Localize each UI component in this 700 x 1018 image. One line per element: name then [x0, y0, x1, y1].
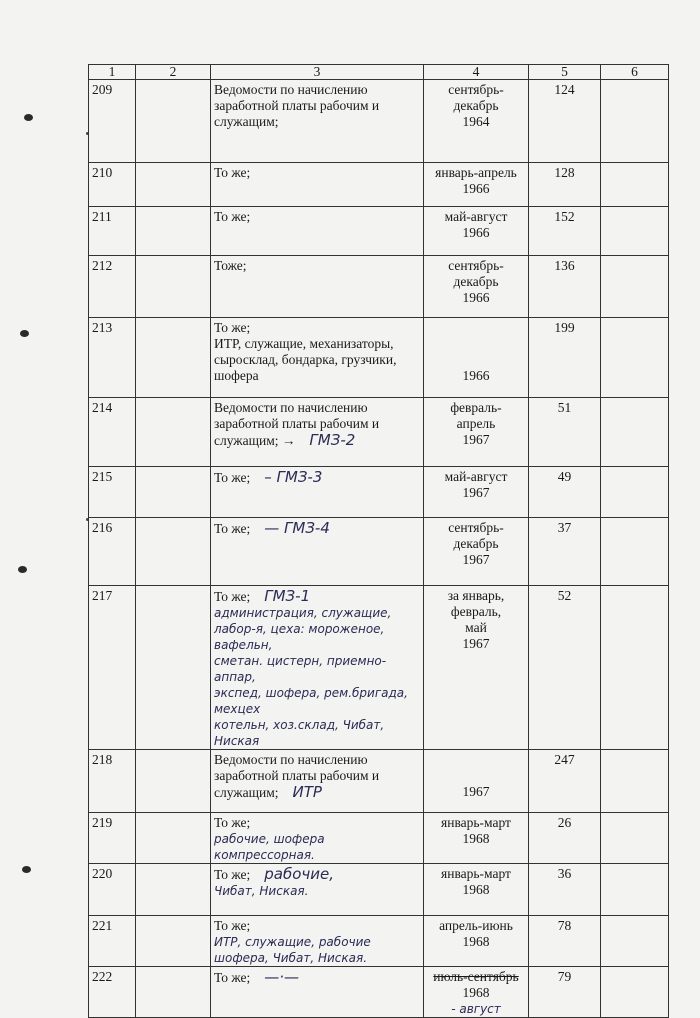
period-line: 1968: [462, 985, 490, 1000]
item-description: [211, 586, 424, 750]
period-line: 1967: [462, 485, 490, 500]
handwritten-note: — ГМЗ-4: [264, 519, 330, 537]
item-period: [424, 398, 529, 467]
handwritten-note: ГМЗ-1: [264, 587, 311, 605]
empty-cell: [136, 586, 211, 750]
empty-cell: [601, 398, 669, 467]
period-line: сентябрь-: [448, 258, 504, 273]
period-line: январь-март: [441, 815, 511, 830]
punch-hole-1: [24, 114, 33, 121]
description-line: шофера: [214, 368, 259, 383]
table-row: [89, 750, 669, 813]
item-period: [424, 864, 529, 916]
period-line: 1967: [462, 784, 490, 799]
description-line: сыросклад, бондарка, грузчики,: [214, 352, 397, 367]
empty-cell: [136, 318, 211, 398]
description-line: ИТР, служащие, механизаторы,: [214, 336, 394, 351]
sheet-count: 37: [529, 518, 601, 586]
item-description: [211, 80, 424, 163]
empty-cell: [136, 398, 211, 467]
period-line: февраль-: [450, 400, 502, 415]
handwritten-note: котельн, хоз.склад, Чибат, Ниская: [214, 718, 385, 748]
period-line: 1968: [462, 831, 490, 846]
description-line: То же;: [214, 815, 251, 830]
period-line: [427, 752, 525, 768]
column-number: 6: [601, 65, 669, 80]
sheet-count: 136: [529, 256, 601, 318]
archive-inventory-table: [88, 64, 669, 1018]
period-line: 1964: [462, 114, 490, 129]
item-period: [424, 163, 529, 207]
empty-cell: [136, 750, 211, 813]
empty-cell: [136, 864, 211, 916]
empty-cell: [601, 967, 669, 1018]
empty-cell: [601, 864, 669, 916]
column-number-row: [89, 65, 669, 80]
table-row: [89, 207, 669, 256]
handwritten-note: ГМЗ-2: [309, 431, 356, 449]
item-number: 218: [89, 750, 136, 813]
handwritten-note: рабочие, шофера: [214, 832, 325, 846]
empty-cell: [601, 750, 669, 813]
item-description: [211, 318, 424, 398]
handwritten-note: ИТР, служащие, рабочие: [214, 935, 371, 949]
handwritten-note: —·—: [264, 968, 300, 986]
item-description: [211, 256, 424, 318]
item-number: 217: [89, 586, 136, 750]
period-line: 1966: [462, 181, 490, 196]
handwritten-note: лабор-я, цеха: мороженое, вафельн,: [214, 622, 385, 652]
handwritten-note: шофера, Чибат, Ниская.: [214, 951, 368, 965]
empty-cell: [136, 256, 211, 318]
description-line: заработной платы рабочим и: [214, 98, 380, 113]
period-line: [427, 352, 525, 368]
empty-cell: [601, 467, 669, 518]
period-line: апрель: [456, 416, 496, 431]
table-row: [89, 967, 669, 1018]
empty-cell: [601, 586, 669, 750]
period-line: декабрь: [453, 274, 499, 289]
period-line: 1967: [462, 552, 490, 567]
sheet-count: 152: [529, 207, 601, 256]
sheet-count: 79: [529, 967, 601, 1018]
item-description: [211, 518, 424, 586]
period-line: январь-апрель: [435, 165, 517, 180]
handwritten-note: рабочие,: [264, 865, 334, 883]
handwritten-note: - август: [451, 1002, 501, 1016]
item-number: 219: [89, 813, 136, 864]
empty-cell: [601, 80, 669, 163]
description-line: То же;: [214, 165, 251, 180]
empty-cell: [136, 813, 211, 864]
column-number: 4: [424, 65, 529, 80]
description-line: То же; – ГМЗ-3: [214, 468, 323, 486]
period-line: январь-март: [441, 866, 511, 881]
handwritten-note: Чибат, Ниская.: [214, 884, 309, 898]
item-number: 221: [89, 916, 136, 967]
empty-cell: [601, 518, 669, 586]
item-number: 222: [89, 967, 136, 1018]
table-row: [89, 398, 669, 467]
sheet-count: 36: [529, 864, 601, 916]
period-line: май-август: [444, 469, 508, 484]
empty-cell: [136, 518, 211, 586]
item-period: [424, 813, 529, 864]
table-row: [89, 813, 669, 864]
description-line: служащим;: [214, 114, 279, 129]
empty-cell: [601, 256, 669, 318]
table-row: [89, 864, 669, 916]
period-line: [427, 768, 525, 784]
item-number: 210: [89, 163, 136, 207]
handwritten-note: ИТР: [292, 783, 322, 801]
item-description: [211, 967, 424, 1018]
table-row: [89, 916, 669, 967]
empty-cell: [136, 967, 211, 1018]
item-period: [424, 750, 529, 813]
description-line: То же;: [214, 918, 251, 933]
empty-cell: [136, 80, 211, 163]
period-line: 1968: [462, 934, 490, 949]
sheet-count: 49: [529, 467, 601, 518]
item-period: [424, 916, 529, 967]
item-number: 209: [89, 80, 136, 163]
period-line: [427, 336, 525, 352]
handwritten-note: администрация, служащие,: [214, 606, 392, 620]
description-line: служащим; ИТР: [214, 783, 322, 801]
item-number: 220: [89, 864, 136, 916]
table-row: [89, 518, 669, 586]
item-number: 215: [89, 467, 136, 518]
item-description: [211, 467, 424, 518]
sheet-count: 124: [529, 80, 601, 163]
period-line: декабрь: [453, 98, 499, 113]
item-number: 213: [89, 318, 136, 398]
sheet-count: 51: [529, 398, 601, 467]
period-line: май-август: [444, 209, 508, 224]
item-period: [424, 586, 529, 750]
item-number: 214: [89, 398, 136, 467]
table-row: [89, 256, 669, 318]
item-description: [211, 864, 424, 916]
sheet-count: 199: [529, 318, 601, 398]
empty-cell: [601, 163, 669, 207]
sheet-count: 128: [529, 163, 601, 207]
item-description: [211, 398, 424, 467]
item-period: [424, 967, 529, 1018]
description-line: заработной платы рабочим и: [214, 416, 380, 431]
period-line: май: [465, 620, 487, 635]
period-line: [427, 320, 525, 336]
period-strikethrough: июль-сентябрь: [433, 969, 519, 984]
item-period: [424, 256, 529, 318]
empty-cell: [136, 467, 211, 518]
sheet-count: 26: [529, 813, 601, 864]
punch-hole-4: [22, 866, 31, 873]
empty-cell: [136, 916, 211, 967]
sheet-count: 52: [529, 586, 601, 750]
sheet-count: 78: [529, 916, 601, 967]
period-line: 1968: [462, 882, 490, 897]
item-period: [424, 518, 529, 586]
description-line: То же; рабочие,: [214, 865, 334, 883]
description-line: Ведомости по начислению: [214, 752, 368, 767]
description-line: Ведомости по начислению: [214, 400, 368, 415]
table-row: [89, 80, 669, 163]
period-line: 1967: [462, 636, 490, 651]
period-line: сентябрь-: [448, 520, 504, 535]
table-row: [89, 586, 669, 750]
handwritten-note: сметан. цистерн, приемно-аппар,: [214, 654, 387, 684]
description-line: То же;: [214, 320, 251, 335]
description-line: Ведомости по начислению: [214, 82, 368, 97]
item-period: [424, 80, 529, 163]
period-line: 1966: [462, 290, 490, 305]
punch-hole-3: [18, 566, 27, 573]
column-number: 5: [529, 65, 601, 80]
punch-hole-2: [20, 330, 29, 337]
table-row: [89, 163, 669, 207]
period-line: 1966: [462, 225, 490, 240]
item-description: [211, 916, 424, 967]
description-line: заработной платы рабочим и: [214, 768, 380, 783]
description-line: То же; —·—: [214, 968, 300, 986]
item-number: 211: [89, 207, 136, 256]
empty-cell: [136, 207, 211, 256]
empty-cell: [136, 163, 211, 207]
period-line: апрель-июнь: [439, 918, 513, 933]
column-number: 3: [211, 65, 424, 80]
handwritten-note: экспед, шофера, рем.бригада, мехцех: [214, 686, 408, 716]
empty-cell: [601, 813, 669, 864]
description-line: служащим; → ГМЗ-2: [214, 431, 356, 449]
period-line: за январь,: [447, 588, 505, 603]
item-number: 212: [89, 256, 136, 318]
empty-cell: [601, 207, 669, 256]
item-description: [211, 750, 424, 813]
period-line: 1967: [462, 432, 490, 447]
period-line: декабрь: [453, 536, 499, 551]
item-period: [424, 467, 529, 518]
handwritten-note: – ГМЗ-3: [264, 468, 323, 486]
sheet-count: 247: [529, 750, 601, 813]
period-line: 1966: [462, 368, 490, 383]
table-row: [89, 318, 669, 398]
description-line: Тоже;: [214, 258, 247, 273]
description-line: То же; ГМЗ-1: [214, 587, 311, 605]
empty-cell: [601, 318, 669, 398]
item-description: [211, 813, 424, 864]
item-number: 216: [89, 518, 136, 586]
item-period: [424, 207, 529, 256]
item-description: [211, 163, 424, 207]
column-number: 2: [136, 65, 211, 80]
description-line: То же; — ГМЗ-4: [214, 519, 330, 537]
handwritten-note: компрессорная.: [214, 848, 315, 862]
item-period: [424, 318, 529, 398]
period-line: февраль,: [450, 604, 502, 619]
empty-cell: [601, 916, 669, 967]
description-line: То же;: [214, 209, 251, 224]
table-row: [89, 467, 669, 518]
item-description: [211, 207, 424, 256]
column-number: 1: [89, 65, 136, 80]
period-line: сентябрь-: [448, 82, 504, 97]
